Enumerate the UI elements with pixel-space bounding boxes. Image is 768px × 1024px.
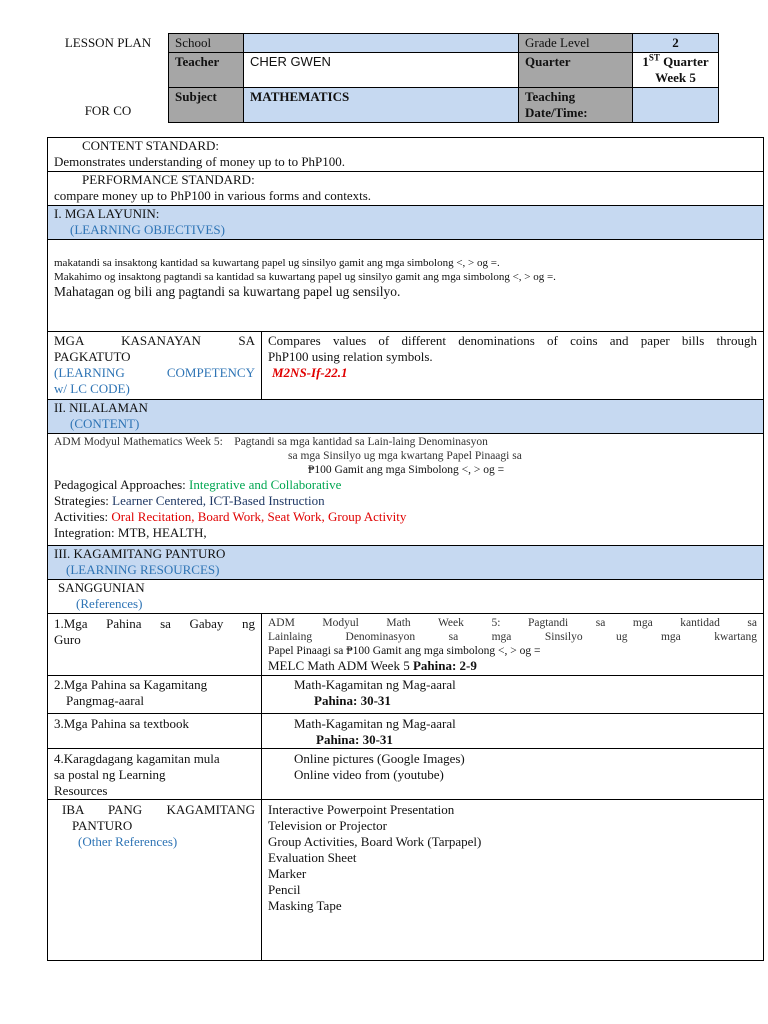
learner-materials-text-1: Math-Kagamitan ng Mag-aaral	[294, 677, 456, 692]
references-heading-row	[48, 580, 764, 614]
objectives-content-row	[48, 240, 764, 332]
adm-module-line-3: ₱100 Gamit ang mga Simbolong <, > og =	[308, 464, 505, 476]
other-item: Television or Projector	[268, 818, 387, 833]
other-item: Interactive Powerpoint Presentation	[268, 802, 455, 817]
competency-code: M2NS-If-22.1	[272, 365, 348, 380]
header-table	[168, 33, 719, 123]
objectives-subheading: (LEARNING OBJECTIVES)	[70, 222, 225, 237]
strategies: Strategies: Learner Centered, ICT-Based Instruction	[54, 493, 325, 508]
performance-standard-text: compare money up to PhP100 in various forms and contexts.	[54, 188, 372, 203]
adm-module-line-1: ADM Modyul Mathematics Week 5: Pagtandi sa mga kantidad sa Lain-laing Denominasyon	[54, 436, 488, 448]
other-item: Evaluation Sheet	[268, 850, 357, 865]
resources-heading: III. KAGAMITANG PANTURO	[54, 546, 226, 561]
lr-portal-label-3: Resources	[54, 783, 108, 798]
resource-row-learner-materials	[48, 676, 764, 714]
pedagogical-approaches: Pedagogical Approaches: Integrative and Collaborative	[54, 477, 342, 492]
competency-label-2: PAGKATUTO	[54, 349, 131, 364]
competency-row	[48, 332, 764, 400]
quarter-number: 1	[642, 54, 649, 69]
objectives-heading-row	[48, 206, 764, 240]
subject-value[interactable]: MATHEMATICS	[244, 88, 519, 123]
performance-standard-row	[48, 172, 764, 206]
activities: Activities: Oral Recitation, Board Work, Seat Work, Group Activity	[54, 509, 407, 524]
teacher-label: Teacher	[169, 53, 244, 88]
teacher-guide-label-1: 1.Mga Pahina sa Gabay ng	[54, 616, 255, 631]
teacher-guide-text-2: Lainlaing Denominasyon sa mga Sinsilyo ug mga kwartang	[268, 631, 757, 643]
teacher-guide-text-1: ADM Modyul Math Week 5: Pagtandi sa mga kantidad sa	[268, 617, 757, 629]
learner-materials-label-2: Pangmag-aaral	[66, 693, 144, 708]
learner-materials-text-2: Pahina: 30-31	[314, 693, 391, 708]
quarter-ordinal: ST	[648, 52, 660, 63]
references-label: (References)	[76, 596, 143, 611]
textbook-label: 3.Mga Pahina sa textbook	[54, 716, 190, 731]
lesson-plan-table	[47, 137, 764, 961]
textbook-text-2: Pahina: 30-31	[316, 732, 393, 747]
header-row-school	[169, 34, 719, 53]
resources-subheading: (LEARNING RESOURCES)	[66, 562, 220, 577]
resource-row-lr-portal	[48, 749, 764, 800]
content-standard-heading: CONTENT STANDARD:	[82, 138, 220, 153]
competency-label-3: (LEARNING COMPETENCY	[54, 365, 255, 380]
resource-row-other	[48, 800, 764, 961]
other-resources-label-2: PANTURO	[72, 818, 133, 833]
objective-1: makatandi sa insaktong kantidad sa kuwartang papel ug sinsilyo gamit ang mga simbolong <, > og =.	[54, 257, 500, 269]
teacher-guide-label-2: Guro	[54, 632, 81, 647]
header-row-teacher	[169, 53, 719, 88]
subject-label: Subject	[169, 88, 244, 123]
online-video: Online video from (youtube)	[294, 767, 444, 782]
competency-text-2: PhP100 using relation symbols.	[268, 349, 433, 364]
content-body-row	[48, 434, 764, 546]
quarter-value[interactable]	[633, 53, 719, 88]
other-item: Masking Tape	[268, 898, 342, 913]
quarter-word: Quarter	[659, 54, 709, 69]
for-co-label: FOR CO	[84, 103, 132, 118]
teacher-guide-text-4: MELC Math ADM Week 5 Pahina: 2-9	[268, 658, 477, 673]
resources-heading-row	[48, 546, 764, 580]
resource-row-teacher-guide	[48, 614, 764, 676]
content-heading: II. NILALAMAN	[54, 400, 148, 415]
learner-materials-label-1: 2.Mga Pahina sa Kagamitang	[54, 677, 208, 692]
content-standard-row	[48, 138, 764, 172]
teacher-value[interactable]: CHER GWEN	[244, 53, 519, 88]
other-item: Marker	[268, 866, 307, 881]
school-value[interactable]	[244, 34, 519, 53]
objectives-heading: I. MGA LAYUNIN:	[54, 206, 160, 221]
teaching-datetime-value[interactable]	[633, 88, 719, 123]
objective-3: Mahatagan og bili ang pagtandi sa kuwartang papel ug sensilyo.	[54, 284, 401, 299]
competency-label-4: w/ LC CODE)	[54, 381, 130, 396]
header-row-subject	[169, 88, 719, 123]
teacher-guide-text-3: Papel Pinaagi sa ₱100 Gamit ang mga simbolong <, > og =	[268, 645, 541, 657]
competency-text-1: Compares values of different denominations of coins and paper bills through	[268, 333, 757, 348]
competency-label-1: MGA KASANAYAN SA	[54, 333, 255, 348]
other-item: Pencil	[268, 882, 301, 897]
objective-2: Makahimo og insaktong pagtandi sa kantidad sa kuwartang papel ug sinsilyo gamit ang mga simbolong <, > og =.	[54, 271, 556, 283]
lr-portal-label-2: sa postal ng Learning	[54, 767, 166, 782]
other-resources-label-1: IBA PANG KAGAMITANG	[62, 802, 255, 817]
teaching-datetime-label: Teaching Date/Time:	[519, 88, 633, 123]
integration: Integration: MTB, HEALTH,	[54, 525, 207, 540]
quarter-label: Quarter	[519, 53, 633, 88]
other-item: Group Activities, Board Work (Tarpapel)	[268, 834, 482, 849]
sanggunian-label: SANGGUNIAN	[58, 580, 145, 595]
lr-portal-label-1: 4.Karagdagang kagamitan mula	[54, 751, 220, 766]
grade-level-label: Grade Level	[519, 34, 633, 53]
content-heading-row	[48, 400, 764, 434]
adm-module-line-2: sa mga Sinsilyo ug mga kwartang Papel Pinaagi sa	[288, 450, 522, 462]
online-pictures: Online pictures (Google Images)	[294, 751, 465, 766]
content-subheading: (CONTENT)	[70, 416, 140, 431]
school-label: School	[169, 34, 244, 53]
performance-standard-heading: PERFORMANCE STANDARD:	[82, 172, 255, 187]
content-standard-text: Demonstrates understanding of money up to to PhP100.	[54, 154, 346, 169]
quarter-week: Week 5	[655, 70, 696, 85]
other-resources-label-3: (Other References)	[78, 834, 178, 849]
grade-level-value[interactable]: 2	[633, 34, 719, 53]
textbook-text-1: Math-Kagamitan ng Mag-aaral	[294, 716, 456, 731]
lesson-plan-label: LESSON PLAN	[64, 35, 152, 50]
resource-row-textbook	[48, 714, 764, 749]
